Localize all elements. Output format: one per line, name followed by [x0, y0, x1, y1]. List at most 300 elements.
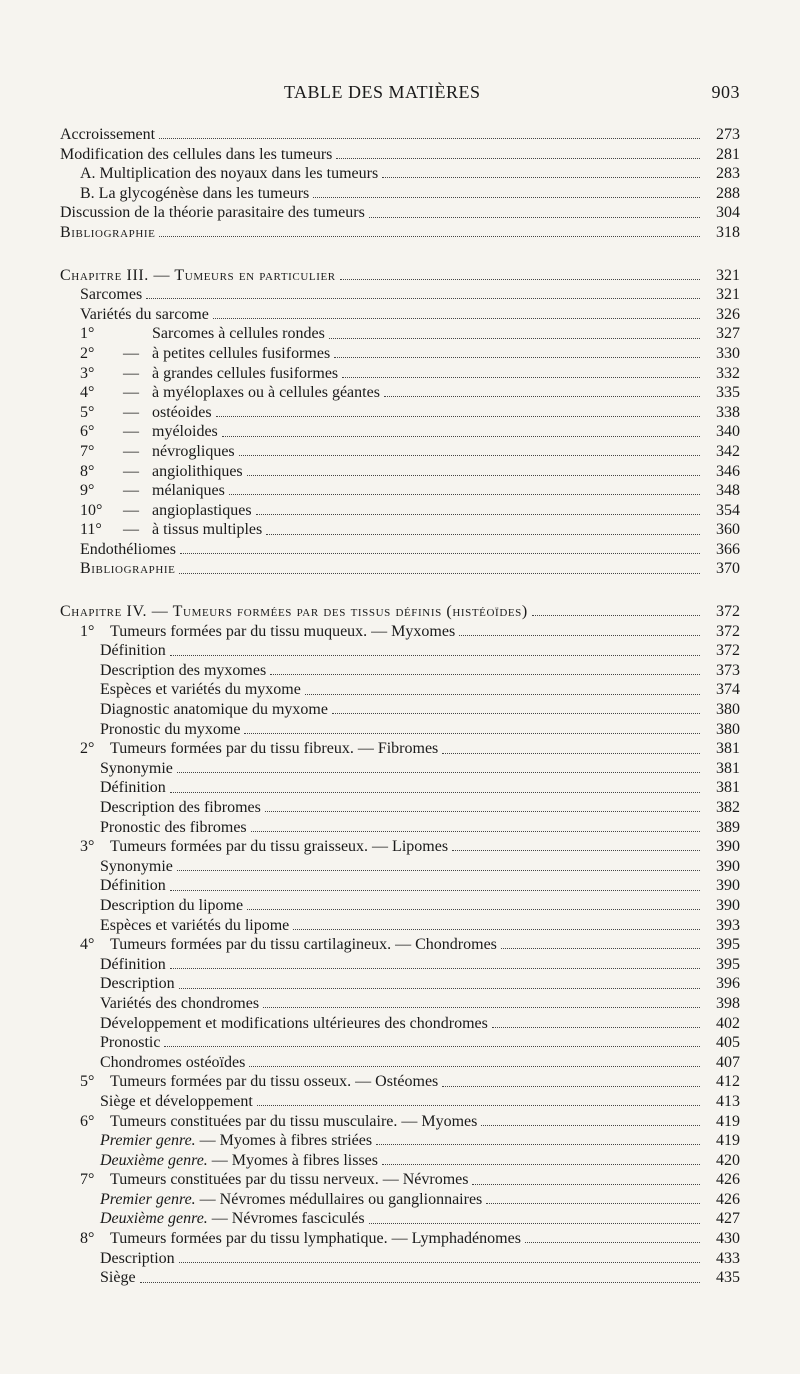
toc-entry-label: [100, 896, 243, 916]
toc-entry-text: Deuxième genre. — Myomes à fibres lisses: [100, 1151, 378, 1169]
toc-entry-dash: —: [123, 364, 139, 382]
toc-entry: [60, 364, 740, 384]
toc-entry-label: [100, 1033, 160, 1053]
dot-leader: [501, 948, 700, 949]
toc-entry: [60, 1112, 740, 1132]
dot-leader: [472, 1184, 700, 1185]
toc-entry-page: 304: [716, 204, 740, 222]
toc-entry-page: 330: [716, 344, 740, 362]
toc-entry: [60, 520, 740, 540]
toc-entry-text: à myéloplaxes ou à cellules géantes: [152, 384, 380, 402]
toc-entry-text: angioplastiques: [152, 501, 252, 519]
toc-entry-number: 8°: [80, 462, 95, 480]
toc-entry-text: Tumeurs formées par du tissu cartilagineux. — Chondromes: [110, 936, 497, 954]
toc-entry-page: 318: [716, 223, 740, 241]
toc-entry: [60, 916, 740, 936]
dot-leader: [266, 534, 700, 535]
toc-entry-label: [100, 778, 166, 798]
toc-entry: [60, 896, 740, 916]
toc-entry-label: [80, 442, 235, 462]
toc-entry-page: 413: [716, 1092, 740, 1110]
dot-leader: [263, 1007, 700, 1008]
toc-entry-label: [60, 266, 336, 286]
dot-leader: [293, 929, 700, 930]
toc-entry-text: Description: [100, 975, 175, 993]
dot-leader: [525, 1242, 700, 1243]
toc-entry-number: 6°: [80, 423, 95, 441]
toc-entry-label: [100, 1131, 372, 1151]
toc-entry-label: [100, 1190, 482, 1210]
dot-leader: [146, 298, 700, 299]
toc-entry-label: [80, 324, 325, 344]
toc-entry-text: Variétés du sarcome: [80, 305, 209, 323]
toc-entry: [60, 955, 740, 975]
toc-entry: [60, 759, 740, 779]
table-of-contents: [60, 125, 740, 1288]
toc-entry-text: Bibliographie: [60, 223, 156, 241]
toc-entry: [60, 305, 740, 325]
dot-leader: [486, 1203, 700, 1204]
toc-entry-label: [80, 520, 262, 540]
toc-entry-text: Sarcomes à cellules rondes: [152, 325, 325, 343]
toc-entry-text: Diagnostic anatomique du myxome: [100, 701, 328, 719]
toc-entry-text: Premier genre. — Myomes à fibres striées: [100, 1132, 373, 1150]
toc-entry-text: Définition: [100, 642, 166, 660]
toc-entry-page: 381: [716, 759, 740, 777]
toc-entry-text: Chapitre IV. — Tumeurs formées par des tissus définis (histéoïdes): [60, 603, 528, 621]
dot-leader: [459, 635, 700, 636]
toc-entry-page: 390: [716, 896, 740, 914]
toc-entry-label: [60, 223, 155, 243]
toc-entry-number: 2°: [80, 740, 95, 758]
toc-entry-page: 398: [716, 994, 740, 1012]
toc-entry-text: Pronostic du myxome: [100, 720, 241, 738]
toc-entry: [60, 778, 740, 798]
toc-entry-label: [100, 1053, 245, 1073]
dot-leader: [216, 416, 700, 417]
toc-entry-text: Chondromes ostéoïdes: [100, 1053, 246, 1071]
toc-entry-text: Premier genre. — Névromes médullaires ou ganglionnaires: [100, 1190, 483, 1208]
toc-entry-label: [100, 876, 166, 896]
toc-entry-page: 346: [716, 462, 740, 480]
toc-entry-number: 10°: [80, 501, 103, 519]
toc-entry-page: 395: [716, 936, 740, 954]
toc-entry-label: [100, 818, 247, 838]
dot-leader: [159, 236, 700, 237]
toc-entry-page: 342: [716, 442, 740, 460]
toc-entry: [60, 462, 740, 482]
dot-leader: [170, 655, 700, 656]
toc-entry-label: [80, 1170, 468, 1190]
toc-entry-label: [80, 422, 218, 442]
dot-leader: [340, 279, 700, 280]
toc-entry-page: 426: [716, 1171, 740, 1189]
toc-entry-text: B. La glycogénèse dans les tumeurs: [80, 184, 310, 202]
toc-entry: [60, 798, 740, 818]
dot-leader: [247, 475, 700, 476]
toc-entry-label: [100, 1268, 136, 1288]
toc-entry-text: ostéoides: [152, 403, 212, 421]
toc-entry-label: [80, 344, 330, 364]
toc-entry-label: [60, 125, 155, 145]
toc-entry-label: [80, 837, 448, 857]
dot-leader: [177, 870, 700, 871]
toc-entry-page: 360: [716, 521, 740, 539]
toc-entry: [60, 481, 740, 501]
toc-entry-page: 321: [716, 266, 740, 284]
toc-entry: [60, 837, 740, 857]
toc-entry-page: 283: [716, 165, 740, 183]
toc-entry-label: [80, 383, 380, 403]
toc-section: [60, 266, 740, 580]
toc-entry: [60, 1092, 740, 1112]
dot-leader: [442, 1086, 700, 1087]
toc-entry: [60, 935, 740, 955]
toc-entry-page: 373: [716, 661, 740, 679]
toc-entry: [60, 344, 740, 364]
toc-entry-text: Siège et développement: [100, 1092, 253, 1110]
toc-entry: [60, 1190, 740, 1210]
toc-entry-text: Tumeurs formées par du tissu lymphatique. — Lymphadénomes: [110, 1230, 521, 1248]
toc-entry: [60, 266, 740, 286]
toc-entry-text: Synonymie: [100, 759, 173, 777]
toc-entry-page: 288: [716, 184, 740, 202]
toc-entry-page: 321: [716, 286, 740, 304]
toc-entry-label: [80, 1072, 438, 1092]
dot-leader: [313, 197, 700, 198]
dot-leader: [249, 1066, 700, 1067]
toc-entry-label: [80, 184, 309, 204]
toc-entry-page: 390: [716, 877, 740, 895]
dot-leader: [369, 1223, 700, 1224]
toc-entry-page: 426: [716, 1190, 740, 1208]
toc-entry-dash: —: [123, 423, 139, 441]
toc-entry-label: [80, 1229, 521, 1249]
toc-entry: [60, 383, 740, 403]
toc-entry-text: Tumeurs constituées par du tissu nerveux. — Névromes: [110, 1171, 469, 1189]
dot-leader: [251, 831, 700, 832]
toc-entry: [60, 223, 740, 243]
toc-entry-page: 327: [716, 325, 740, 343]
toc-entry-page: 366: [716, 540, 740, 558]
toc-entry-page: 430: [716, 1230, 740, 1248]
dot-leader: [180, 553, 700, 554]
toc-entry-number: 7°: [80, 442, 95, 460]
toc-entry-label: [80, 403, 212, 423]
toc-entry-label: [100, 1209, 365, 1229]
toc-entry-page: 396: [716, 975, 740, 993]
toc-entry: [60, 442, 740, 462]
toc-entry: [60, 1151, 740, 1171]
dot-leader: [452, 850, 700, 851]
dot-leader: [247, 909, 700, 910]
toc-entry-label: [100, 641, 166, 661]
toc-entry-label: [100, 1151, 378, 1171]
toc-entry: [60, 1229, 740, 1249]
dot-leader: [332, 713, 700, 714]
toc-entry-label: [80, 540, 176, 560]
toc-entry-text: Deuxième genre. — Névromes fasciculés: [100, 1210, 365, 1228]
toc-entry-text: Sarcomes: [80, 286, 143, 304]
toc-entry-text: Tumeurs formées par du tissu graisseux. — Lipomes: [110, 838, 449, 856]
toc-entry-page: 393: [716, 916, 740, 934]
toc-entry: [60, 641, 740, 661]
page-header: [60, 82, 740, 106]
toc-entry: [60, 285, 740, 305]
toc-entry-label: [100, 916, 289, 936]
dot-leader: [256, 514, 700, 515]
dot-leader: [239, 455, 700, 456]
toc-entry-page: 419: [716, 1132, 740, 1150]
toc-entry-text: Endothéliomes: [80, 540, 176, 558]
toc-entry-label: [100, 661, 266, 681]
toc-entry-number: 3°: [80, 838, 95, 856]
toc-entry: [60, 1072, 740, 1092]
toc-entry: [60, 857, 740, 877]
toc-entry-label: [100, 974, 175, 994]
toc-entry-number: 1°: [80, 325, 95, 343]
toc-entry-page: 381: [716, 779, 740, 797]
toc-entry-page: 382: [716, 799, 740, 816]
toc-entry-number: 8°: [80, 1230, 95, 1248]
toc-entry-number: 1°: [80, 622, 95, 640]
toc-entry-page: 372: [716, 622, 740, 640]
toc-entry-dash: —: [123, 521, 139, 539]
toc-entry-label: [100, 680, 301, 700]
toc-entry-text: Variétés des chondromes: [100, 994, 260, 1012]
toc-entry-page: 390: [716, 857, 740, 875]
toc-entry-text: Discussion de la théorie parasitaire des tumeurs: [60, 204, 365, 222]
toc-entry-label: [100, 720, 240, 740]
toc-entry: [60, 184, 740, 204]
toc-entry-text: Pronostic: [100, 1034, 161, 1052]
toc-entry-label: [100, 1249, 175, 1269]
dot-leader: [369, 217, 700, 218]
toc-entry-page: 340: [716, 423, 740, 441]
toc-entry-text: A. Multiplication des noyaux dans les tumeurs: [80, 165, 379, 183]
dot-leader: [342, 377, 700, 378]
toc-entry: [60, 602, 740, 622]
toc-entry-page: 412: [716, 1073, 740, 1091]
toc-entry-text: Définition: [100, 955, 166, 973]
dot-leader: [244, 733, 700, 734]
toc-entry-dash: —: [123, 482, 139, 500]
toc-entry: [60, 559, 740, 579]
toc-entry-label: [60, 203, 365, 223]
toc-entry-text: myéloides: [152, 423, 218, 441]
toc-entry-page: 335: [716, 384, 740, 402]
toc-entry-page: 326: [716, 305, 740, 323]
toc-section: [60, 602, 740, 1288]
dot-leader: [382, 1164, 700, 1165]
toc-entry-text: Accroissement: [60, 126, 156, 143]
toc-entry: [60, 164, 740, 184]
toc-entry-label: [60, 145, 332, 165]
toc-entry-page: 420: [716, 1151, 740, 1169]
toc-entry-label: [100, 759, 173, 779]
toc-entry-page: 332: [716, 364, 740, 382]
toc-entry: [60, 994, 740, 1014]
dot-leader: [265, 811, 700, 812]
toc-entry: [60, 1209, 740, 1229]
toc-entry-page: 372: [716, 642, 740, 660]
toc-entry-page: 354: [716, 501, 740, 519]
toc-entry: [60, 1033, 740, 1053]
toc-entry-label: [80, 285, 142, 305]
toc-entry: [60, 125, 740, 145]
toc-entry-label: [100, 798, 261, 818]
toc-entry: [60, 324, 740, 344]
toc-entry: [60, 422, 740, 442]
toc-entry-number: 5°: [80, 1073, 95, 1091]
toc-entry-label: [100, 994, 259, 1014]
toc-entry-label: [100, 700, 328, 720]
dot-leader: [481, 1125, 700, 1126]
toc-entry-label: [100, 955, 166, 975]
dot-leader: [270, 674, 700, 675]
dot-leader: [159, 138, 700, 139]
toc-entry-label: [100, 1014, 488, 1034]
toc-entry-number: 2°: [80, 344, 95, 362]
toc-entry-dash: —: [123, 403, 139, 421]
dot-leader: [492, 1027, 700, 1028]
toc-entry-number: 3°: [80, 364, 95, 382]
toc-entry-text: Tumeurs formées par du tissu muqueux. — Myxomes: [110, 622, 456, 640]
toc-entry: [60, 680, 740, 700]
toc-entry-text: Description: [100, 1249, 175, 1267]
toc-entry-number: 11°: [80, 521, 102, 539]
toc-entry-dash: —: [123, 442, 139, 460]
toc-entry-page: 273: [716, 126, 740, 143]
toc-entry-text: mélaniques: [152, 482, 225, 500]
toc-entry-text: Définition: [100, 877, 166, 895]
toc-entry: [60, 1053, 740, 1073]
toc-entry-text: Modification des cellules dans les tumeurs: [60, 145, 333, 163]
toc-entry-text: Description du lipome: [100, 896, 244, 914]
dot-leader: [329, 338, 700, 339]
toc-entry-label: [60, 602, 528, 622]
dot-leader: [170, 792, 700, 793]
toc-entry-dash: —: [123, 344, 139, 362]
toc-entry: [60, 1249, 740, 1269]
toc-entry-label: [80, 935, 497, 955]
toc-entry-text: Bibliographie: [80, 560, 176, 578]
dot-leader: [179, 988, 700, 989]
toc-entry-page: 380: [716, 701, 740, 719]
toc-entry-page: 419: [716, 1112, 740, 1130]
dot-leader: [384, 396, 700, 397]
toc-entry-page: 405: [716, 1034, 740, 1052]
toc-entry-text: angiolithiques: [152, 462, 243, 480]
dot-leader: [376, 1144, 700, 1145]
toc-entry: [60, 720, 740, 740]
toc-entry-label: [80, 739, 438, 759]
toc-entry-page: 281: [716, 145, 740, 163]
toc-entry-text: Tumeurs formées par du tissu osseux. — Ostéomes: [110, 1073, 439, 1091]
toc-entry-text: Tumeurs constituées par du tissu musculaire. — Myomes: [110, 1112, 478, 1130]
toc-entry-page: 389: [716, 818, 740, 836]
toc-entry-label: [80, 622, 455, 642]
dot-leader: [442, 753, 700, 754]
toc-entry-page: 372: [716, 603, 740, 621]
toc-entry: [60, 818, 740, 838]
dot-leader: [382, 177, 700, 178]
toc-entry: [60, 403, 740, 423]
dot-leader: [170, 968, 700, 969]
toc-entry-text: Description des myxomes: [100, 661, 267, 679]
toc-entry-number: 5°: [80, 403, 95, 421]
toc-entry-label: [80, 481, 225, 501]
toc-entry-text: névrogliques: [152, 442, 235, 460]
toc-entry: [60, 501, 740, 521]
toc-entry-text: Chapitre III. — Tumeurs en particulier: [60, 266, 336, 284]
toc-entry: [60, 540, 740, 560]
toc-entry-label: [80, 164, 378, 184]
toc-entry-dash: —: [123, 462, 139, 480]
dot-leader: [532, 615, 700, 616]
toc-entry-label: [80, 305, 209, 325]
toc-entry-label: [100, 1092, 253, 1112]
toc-entry-page: 435: [716, 1269, 740, 1287]
dot-leader: [305, 694, 700, 695]
toc-entry-text: à grandes cellules fusiformes: [152, 364, 339, 382]
toc-entry: [60, 700, 740, 720]
dot-leader: [336, 158, 700, 159]
toc-entry-label: [80, 462, 243, 482]
toc-entry-page: 380: [716, 720, 740, 738]
toc-entry-page: 374: [716, 681, 740, 699]
page-number: 903: [711, 82, 740, 102]
dot-leader: [213, 318, 700, 319]
toc-entry-dash: —: [123, 384, 139, 402]
toc-entry-text: Tumeurs formées par du tissu fibreux. — Fibromes: [110, 740, 439, 758]
toc-entry-text: à tissus multiples: [152, 521, 263, 539]
toc-entry-page: 427: [716, 1210, 740, 1228]
toc-entry-text: Synonymie: [100, 857, 173, 875]
dot-leader: [334, 357, 700, 358]
toc-section: [60, 125, 740, 243]
toc-entry-number: 4°: [80, 384, 95, 402]
toc-entry: [60, 876, 740, 896]
toc-entry-label: [80, 501, 252, 521]
toc-entry-page: 433: [716, 1249, 740, 1267]
toc-entry-label: [80, 1112, 477, 1132]
toc-entry-dash: —: [123, 501, 139, 519]
toc-entry-number: 4°: [80, 936, 95, 954]
toc-entry-number: 7°: [80, 1171, 95, 1189]
dot-leader: [170, 890, 700, 891]
toc-entry: [60, 739, 740, 759]
toc-entry: [60, 1170, 740, 1190]
toc-entry: [60, 1268, 740, 1288]
toc-entry: [60, 661, 740, 681]
toc-entry: [60, 974, 740, 994]
dot-leader: [164, 1046, 700, 1047]
toc-entry-page: 390: [716, 838, 740, 856]
dot-leader: [257, 1105, 700, 1106]
page-title: TABLE DES MATIÈRES: [284, 82, 481, 102]
toc-entry: [60, 1131, 740, 1151]
toc-entry-label: [100, 857, 173, 877]
dot-leader: [140, 1282, 700, 1283]
toc-entry-text: à petites cellules fusiformes: [152, 344, 331, 362]
toc-entry-page: 381: [716, 740, 740, 758]
dot-leader: [229, 494, 700, 495]
toc-entry-number: 6°: [80, 1112, 95, 1130]
dot-leader: [222, 436, 700, 437]
toc-entry-page: 395: [716, 955, 740, 973]
toc-entry-page: 338: [716, 403, 740, 421]
